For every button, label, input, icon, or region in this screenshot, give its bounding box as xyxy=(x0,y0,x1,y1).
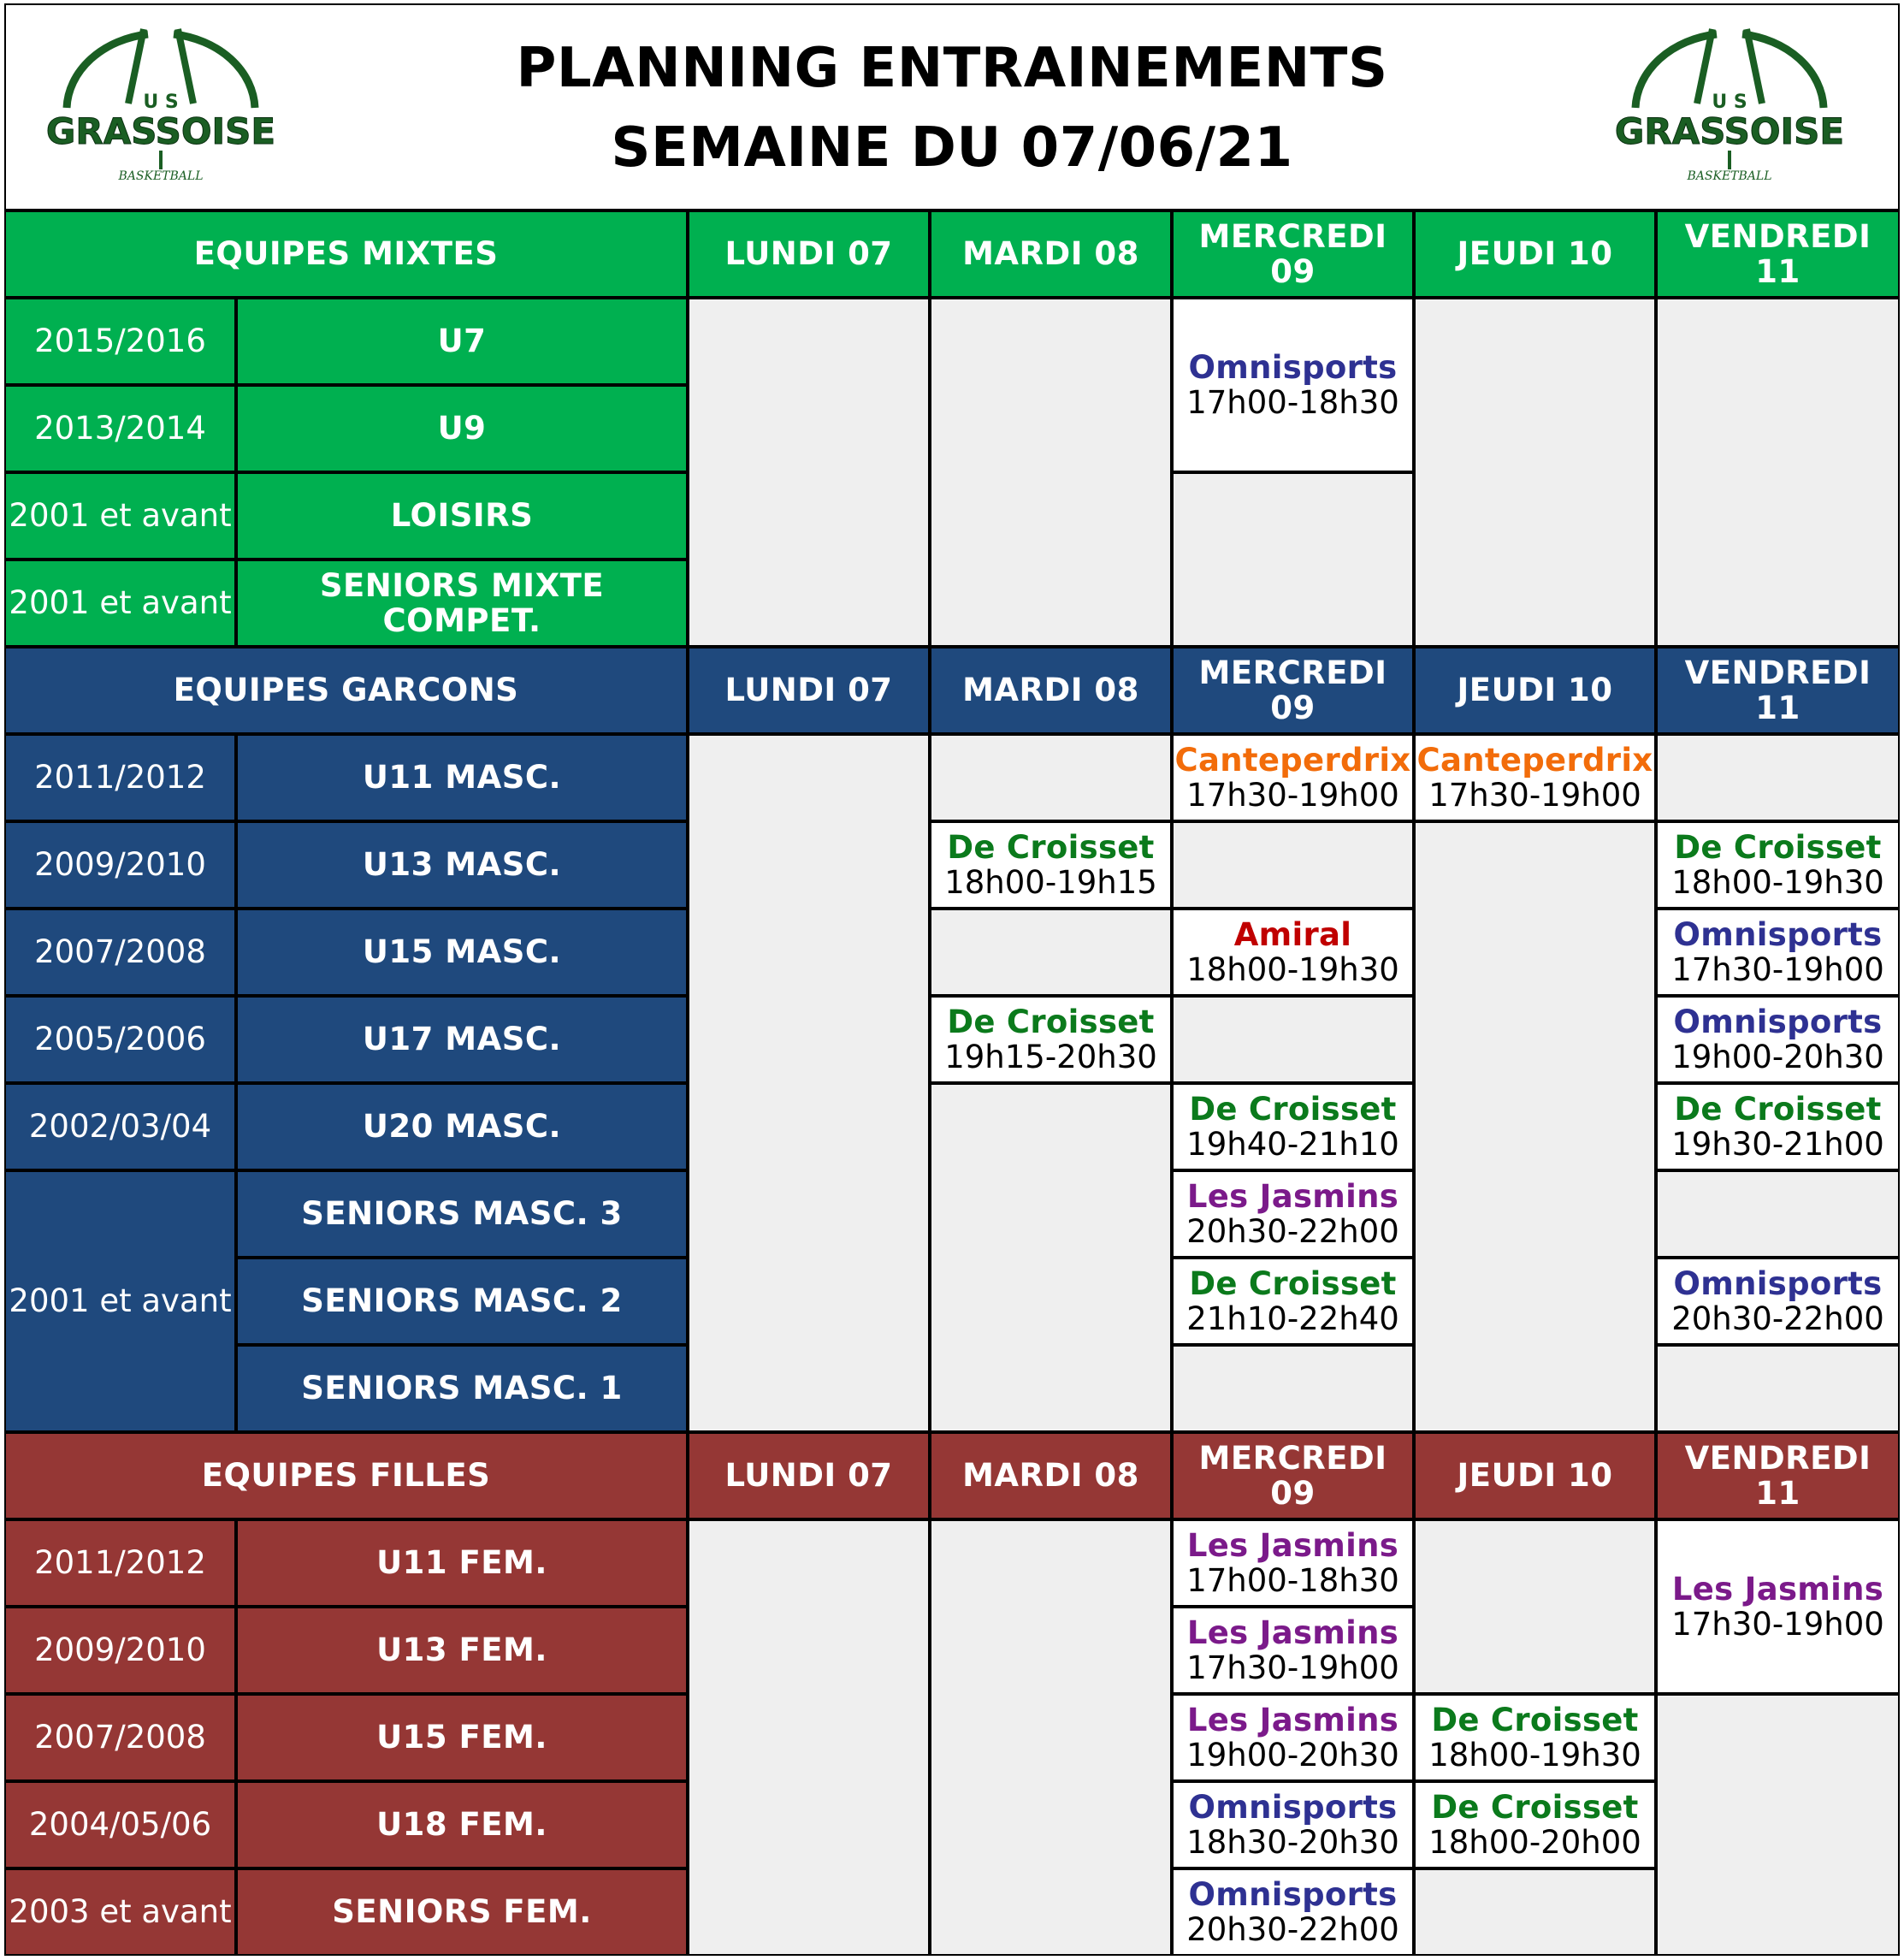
title-line-1: PLANNING ENTRAINEMENTS xyxy=(516,37,1388,101)
venue-name: Omnisports xyxy=(1188,348,1398,386)
venue-name: Les Jasmins xyxy=(1186,1614,1399,1651)
training-slot[interactable] xyxy=(1172,734,1414,821)
filles-year xyxy=(4,1694,236,1781)
filles-year-text: 2007/2008 xyxy=(34,1719,206,1756)
filles-day-label: JEUDI 10 xyxy=(1457,1457,1613,1495)
venue-name: Canteperdrix xyxy=(1174,741,1411,779)
filles-team-0 xyxy=(236,1519,688,1607)
time-range: 19h40-21h10 xyxy=(1186,1126,1399,1163)
garcons-team-text: U13 MASC. xyxy=(362,846,562,884)
time-range: 17h00-18h30 xyxy=(1186,1562,1399,1599)
time-range: 21h10-22h40 xyxy=(1186,1300,1399,1337)
garcons-year xyxy=(4,909,236,996)
mixtes-day-4 xyxy=(1656,210,1900,298)
filles-team-text: U11 FEM. xyxy=(376,1544,547,1582)
venue-name: De Croisset xyxy=(1674,1090,1882,1128)
training-slot[interactable] xyxy=(1656,1258,1900,1345)
empty-slot xyxy=(1656,1345,1900,1432)
time-range: 17h30-19h00 xyxy=(1671,951,1884,988)
empty-slot xyxy=(930,1519,1172,1956)
club-logo-right xyxy=(1601,22,1858,185)
empty-slot xyxy=(688,1519,930,1956)
empty-slot xyxy=(1656,1170,1900,1258)
mixtes-year xyxy=(4,560,236,647)
garcons-year-text: 2001 et avant xyxy=(9,1282,232,1320)
mixtes-team-text: LOISIRS xyxy=(390,497,534,535)
garcons-day-0 xyxy=(688,647,930,734)
mixtes-team-text: U9 xyxy=(437,410,487,447)
empty-slot xyxy=(1656,734,1900,821)
filles-year xyxy=(4,1607,236,1694)
garcons-team-text: U17 MASC. xyxy=(362,1021,562,1058)
garcons-team-7 xyxy=(236,1345,688,1432)
mixtes-team-text: U7 xyxy=(437,323,487,360)
empty-slot xyxy=(688,734,930,1432)
garcons-day-label: JEUDI 10 xyxy=(1457,672,1613,709)
time-range: 19h15-20h30 xyxy=(944,1039,1157,1075)
training-slot[interactable] xyxy=(1172,1607,1414,1694)
empty-slot xyxy=(688,298,930,647)
title-line-2: SEMAINE DU 07/06/21 xyxy=(611,116,1293,180)
filles-team-text: U18 FEM. xyxy=(376,1806,547,1844)
empty-slot xyxy=(1414,1868,1656,1956)
garcons-day-label: VENDREDI 11 xyxy=(1684,654,1871,726)
training-slot[interactable] xyxy=(1414,1694,1656,1781)
mixtes-year xyxy=(4,385,236,472)
venue-name: De Croisset xyxy=(1189,1264,1397,1302)
training-slot[interactable] xyxy=(1172,1781,1414,1868)
time-range: 19h00-20h30 xyxy=(1671,1039,1884,1075)
garcons-day-label: MERCREDI 09 xyxy=(1198,654,1387,726)
mixtes-team-1 xyxy=(236,385,688,472)
logo-us-text: U S xyxy=(1712,92,1747,113)
training-slot[interactable] xyxy=(1172,298,1414,472)
venue-name: Canteperdrix xyxy=(1416,741,1653,779)
venue-name: De Croisset xyxy=(1431,1788,1639,1826)
filles-year-text: 2009/2010 xyxy=(34,1631,206,1669)
venue-name: De Croisset xyxy=(1189,1090,1397,1128)
training-slot[interactable] xyxy=(1172,1083,1414,1170)
garcons-year-text: 2007/2008 xyxy=(34,933,206,971)
time-range: 17h30-19h00 xyxy=(1186,777,1399,814)
time-range: 18h30-20h30 xyxy=(1186,1824,1399,1861)
time-range: 18h00-20h00 xyxy=(1428,1824,1641,1861)
time-range: 20h30-22h00 xyxy=(1186,1213,1399,1250)
empty-slot xyxy=(1172,821,1414,909)
venue-name: Les Jasmins xyxy=(1671,1570,1884,1608)
garcons-team-0 xyxy=(236,734,688,821)
filles-team-text: U13 FEM. xyxy=(376,1631,547,1669)
logo-name-text: GRASSOISE xyxy=(45,110,276,152)
empty-slot xyxy=(1172,996,1414,1083)
empty-slot xyxy=(1656,298,1900,647)
training-slot[interactable] xyxy=(1172,1170,1414,1258)
training-slot[interactable] xyxy=(1172,1868,1414,1956)
mixtes-team-3 xyxy=(236,560,688,647)
garcons-day-1 xyxy=(930,647,1172,734)
garcons-year xyxy=(4,1170,236,1432)
logo-sub-text: BASKETBALL xyxy=(1687,169,1772,183)
filles-heading-text: EQUIPES FILLES xyxy=(201,1457,491,1495)
time-range: 18h00-19h30 xyxy=(1186,951,1399,988)
training-slot[interactable] xyxy=(1414,734,1656,821)
time-range: 19h30-21h00 xyxy=(1671,1126,1884,1163)
garcons-year-text: 2002/03/04 xyxy=(28,1108,212,1146)
training-slot[interactable] xyxy=(1414,1781,1656,1868)
filles-day-1 xyxy=(930,1432,1172,1519)
garcons-team-4 xyxy=(236,1083,688,1170)
empty-slot xyxy=(1172,472,1414,647)
filles-day-label: VENDREDI 11 xyxy=(1684,1439,1871,1512)
garcons-year-text: 2005/2006 xyxy=(34,1021,206,1058)
mixtes-day-label: MERCREDI 09 xyxy=(1198,217,1387,290)
mixtes-day-1 xyxy=(930,210,1172,298)
filles-team-4 xyxy=(236,1868,688,1956)
filles-day-label: LUNDI 07 xyxy=(724,1457,893,1495)
training-slot[interactable] xyxy=(1172,1519,1414,1607)
filles-heading xyxy=(4,1432,688,1519)
mixtes-heading-text: EQUIPES MIXTES xyxy=(193,235,499,273)
garcons-team-text: U11 MASC. xyxy=(362,759,562,796)
venue-name: De Croisset xyxy=(1431,1701,1639,1738)
filles-day-0 xyxy=(688,1432,930,1519)
garcons-day-label: LUNDI 07 xyxy=(724,672,893,709)
mixtes-year-text: 2013/2014 xyxy=(34,410,206,447)
filles-team-1 xyxy=(236,1607,688,1694)
club-logo-left xyxy=(33,22,289,185)
training-slot[interactable] xyxy=(1172,1258,1414,1345)
filles-year xyxy=(4,1868,236,1956)
filles-year xyxy=(4,1781,236,1868)
time-range: 18h00-19h15 xyxy=(944,864,1157,901)
garcons-team-text: U15 MASC. xyxy=(362,933,562,971)
logo-sub-text: BASKETBALL xyxy=(118,169,204,183)
filles-day-label: MARDI 08 xyxy=(962,1457,1139,1495)
garcons-heading-text: EQUIPES GARCONS xyxy=(173,672,519,709)
training-slot[interactable] xyxy=(1656,909,1900,996)
logo-us-text: U S xyxy=(143,92,179,113)
mixtes-year-text: 2015/2016 xyxy=(34,323,206,360)
mixtes-heading xyxy=(4,210,688,298)
garcons-team-1 xyxy=(236,821,688,909)
venue-name: De Croisset xyxy=(947,828,1155,866)
mixtes-year-text: 2001 et avant xyxy=(9,584,232,622)
venue-name: De Croisset xyxy=(1674,828,1882,866)
garcons-year xyxy=(4,821,236,909)
time-range: 17h00-18h30 xyxy=(1186,384,1399,421)
garcons-team-2 xyxy=(236,909,688,996)
garcons-year-text: 2009/2010 xyxy=(34,846,206,884)
garcons-year-text: 2011/2012 xyxy=(34,759,206,796)
mixtes-day-label: JEUDI 10 xyxy=(1457,235,1613,273)
filles-year-text: 2011/2012 xyxy=(34,1544,206,1582)
filles-day-2 xyxy=(1172,1432,1414,1519)
mixtes-team-2 xyxy=(236,472,688,560)
time-range: 20h30-22h00 xyxy=(1671,1300,1884,1337)
time-range: 17h30-19h00 xyxy=(1428,777,1641,814)
time-range: 18h00-19h30 xyxy=(1671,864,1884,901)
mixtes-day-label: LUNDI 07 xyxy=(724,235,893,273)
time-range: 18h00-19h30 xyxy=(1428,1737,1641,1773)
time-range: 17h30-19h00 xyxy=(1671,1606,1884,1643)
filles-team-2 xyxy=(236,1694,688,1781)
garcons-day-2 xyxy=(1172,647,1414,734)
empty-slot xyxy=(930,298,1172,647)
garcons-team-text: SENIORS MASC. 1 xyxy=(301,1370,623,1407)
mixtes-team-0 xyxy=(236,298,688,385)
empty-slot xyxy=(1414,821,1656,1432)
garcons-year xyxy=(4,996,236,1083)
filles-year-text: 2003 et avant xyxy=(9,1893,232,1931)
garcons-day-4 xyxy=(1656,647,1900,734)
venue-name: Omnisports xyxy=(1188,1875,1398,1913)
empty-slot xyxy=(1414,1519,1656,1694)
training-slot[interactable] xyxy=(1172,909,1414,996)
mixtes-year xyxy=(4,298,236,385)
mixtes-year xyxy=(4,472,236,560)
venue-name: Omnisports xyxy=(1673,1003,1883,1040)
venue-name: Omnisports xyxy=(1673,915,1883,953)
garcons-team-5 xyxy=(236,1170,688,1258)
venue-name: Omnisports xyxy=(1188,1788,1398,1826)
garcons-day-label: MARDI 08 xyxy=(962,672,1139,709)
empty-slot xyxy=(930,909,1172,996)
venue-name: De Croisset xyxy=(947,1003,1155,1040)
venue-name: Omnisports xyxy=(1673,1264,1883,1302)
filles-year-text: 2004/05/06 xyxy=(28,1806,212,1844)
filles-day-4 xyxy=(1656,1432,1900,1519)
empty-slot xyxy=(1172,1345,1414,1432)
mixtes-year-text: 2001 et avant xyxy=(9,497,232,535)
training-slot[interactable] xyxy=(1656,996,1900,1083)
mixtes-day-3 xyxy=(1414,210,1656,298)
garcons-team-text: SENIORS MASC. 3 xyxy=(301,1195,623,1233)
training-slot[interactable] xyxy=(930,821,1172,909)
filles-team-text: U15 FEM. xyxy=(376,1719,547,1756)
garcons-heading xyxy=(4,647,688,734)
garcons-year xyxy=(4,1083,236,1170)
garcons-team-6 xyxy=(236,1258,688,1345)
filles-year xyxy=(4,1519,236,1607)
empty-slot xyxy=(1414,298,1656,647)
garcons-team-text: SENIORS MASC. 2 xyxy=(301,1282,623,1320)
time-range: 17h30-19h00 xyxy=(1186,1649,1399,1686)
filles-day-3 xyxy=(1414,1432,1656,1519)
training-slot[interactable] xyxy=(1172,1694,1414,1781)
time-range: 20h30-22h00 xyxy=(1186,1911,1399,1948)
training-slot[interactable] xyxy=(1656,1083,1900,1170)
empty-slot xyxy=(930,1083,1172,1432)
logo-name-text: GRASSOISE xyxy=(1614,110,1845,152)
training-slot[interactable] xyxy=(930,996,1172,1083)
empty-slot xyxy=(930,734,1172,821)
page-title xyxy=(428,19,1476,198)
garcons-day-3 xyxy=(1414,647,1656,734)
venue-name: Les Jasmins xyxy=(1186,1177,1399,1215)
filles-team-3 xyxy=(236,1781,688,1868)
time-range: 19h00-20h30 xyxy=(1186,1737,1399,1773)
filles-day-label: MERCREDI 09 xyxy=(1198,1439,1387,1512)
mixtes-team-text: SENIORS MIXTE COMPET. xyxy=(319,566,605,639)
mixtes-day-label: MARDI 08 xyxy=(962,235,1139,273)
mixtes-day-2 xyxy=(1172,210,1414,298)
garcons-team-3 xyxy=(236,996,688,1083)
garcons-team-text: U20 MASC. xyxy=(362,1108,562,1146)
venue-name: Les Jasmins xyxy=(1186,1701,1399,1738)
training-slot[interactable] xyxy=(1656,821,1900,909)
mixtes-day-label: VENDREDI 11 xyxy=(1684,217,1871,290)
training-slot[interactable] xyxy=(1656,1519,1900,1694)
empty-slot xyxy=(1656,1694,1900,1956)
garcons-year xyxy=(4,734,236,821)
venue-name: Les Jasmins xyxy=(1186,1526,1399,1564)
mixtes-day-0 xyxy=(688,210,930,298)
venue-name: Amiral xyxy=(1233,915,1352,953)
filles-team-text: SENIORS FEM. xyxy=(332,1893,592,1931)
